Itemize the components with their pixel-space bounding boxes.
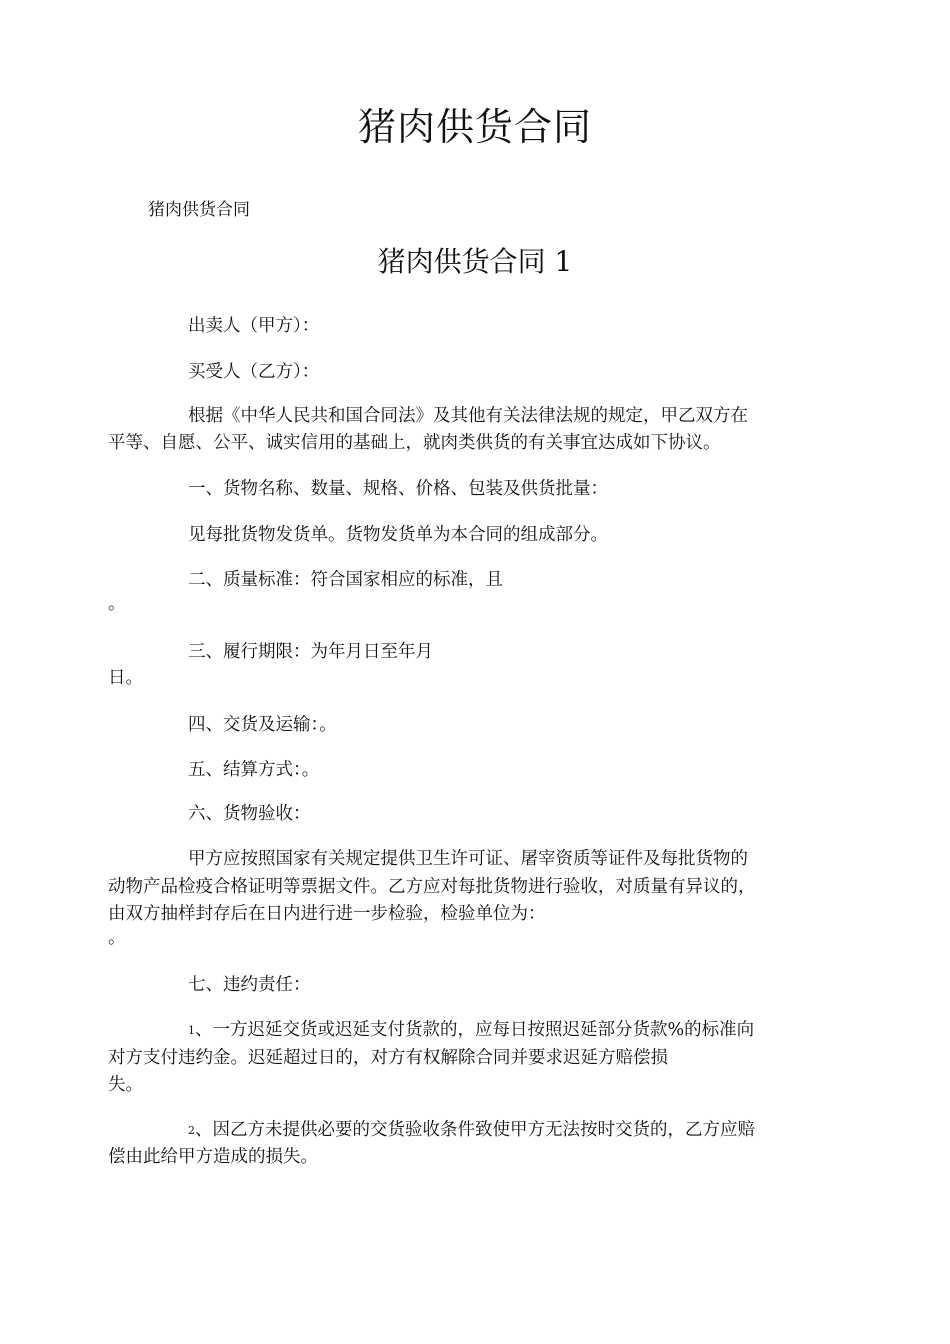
clause-2-line-2: 。 [108, 594, 126, 614]
document-title: 猪肉供货合同 [357, 105, 592, 149]
section-title: 猪肉供货合同 1 [377, 245, 573, 278]
clause-6-line-4: 。 [108, 928, 126, 948]
breach-item-1-line-1 [188, 1022, 754, 1040]
clause-6-line-2: 动物产品检疫合格证明等票据文件。乙方应对每批货物进行验收，对质量有异议的， [108, 877, 756, 897]
breach-item-2-number: 2 [188, 1124, 195, 1137]
clause-3-line-2: 日。 [108, 668, 143, 688]
breach-item-1-number: 1 [188, 1024, 195, 1037]
clause-6-line-1: 甲方应按照国家有关规定提供卫生许可证、屠宰资质等证件及每批货物的 [188, 849, 748, 869]
clause-6-line-3: 由双方抽样封存后在日内进行进一步检验，检验单位为： [108, 904, 546, 924]
intro-line-1: 根据《中华人民共和国合同法》及其他有关法律法规的规定，甲乙双方在 [188, 406, 748, 426]
buyer-line: 买受人（乙方）： [188, 362, 320, 382]
document-subtitle: 猪肉供货合同 [148, 200, 250, 220]
clause-2-line-1: 二、质量标准：符合国家相应的标准，且 [188, 570, 503, 590]
clause-5: 五、结算方式：。 [188, 760, 320, 780]
breach-item-2-line-2: 偿由此给甲方造成的损失。 [108, 1147, 318, 1167]
clause-6-heading: 六、货物验收： [188, 804, 311, 824]
breach-item-1-text: 、一方迟延交货或迟延支付货款的，应每日按照迟延部分货款%的标准向 [195, 1020, 755, 1040]
clause-1-heading: 一、货物名称、数量、规格、价格、包装及供货批量： [188, 479, 608, 499]
seller-line: 出卖人（甲方）： [188, 316, 320, 336]
intro-line-2: 平等、自愿、公平、诚实信用的基础上，就肉类供货的有关事宜达成如下协议。 [108, 433, 721, 453]
breach-item-2-text: 、因乙方未提供必要的交货验收条件致使甲方无法按时交货的，乙方应赔 [195, 1120, 755, 1140]
breach-item-1-line-3: 失。 [108, 1075, 143, 1095]
clause-4: 四、交货及运输：。 [188, 715, 337, 735]
clause-7-heading: 七、违约责任： [188, 975, 311, 995]
breach-item-1-line-2: 对方支付违约金。迟延超过日的，对方有权解除合同并要求迟延方赔偿损 [108, 1048, 668, 1068]
clause-3-line-1: 三、履行期限：为年月日至年月 [188, 642, 433, 662]
clause-1-body: 见每批货物发货单。货物发货单为本合同的组成部分。 [188, 525, 608, 545]
breach-item-2-line-1 [188, 1122, 755, 1140]
